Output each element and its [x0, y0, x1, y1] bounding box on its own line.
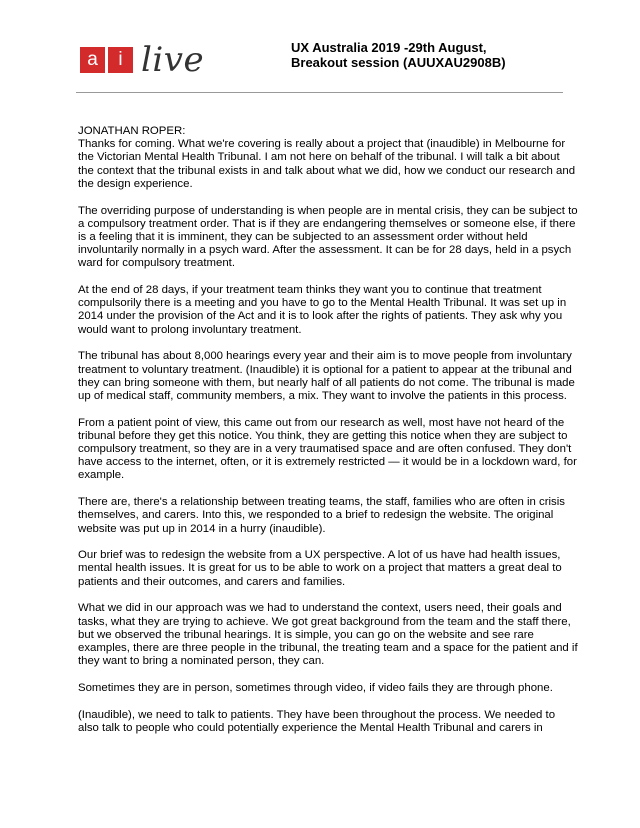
logo-live-text: live [141, 40, 205, 80]
header-divider [76, 92, 563, 93]
speaker-name: JONATHAN ROPER: [78, 125, 186, 137]
transcript-paragraph: The tribunal has about 8,000 hearings every year and their aim is to move people from involuntary treatment to voluntary treatment. (Inaudible) it is optional for a patient to appear at the tribunal and they can bring someone with them, but nearly half of all patients do not come. The tribunal is made up of medical staff, community members, a mix. They want to involve the patients in this process. [78, 350, 575, 402]
ai-live-logo [80, 42, 204, 78]
transcript-paragraph: Our brief was to redesign the website from a UX perspective. A lot of us have had health issues, mental health issues. It is great for us to be able to work on a project that matters a great deal to patients and their outcomes, and carers and families. [78, 549, 562, 588]
transcript-paragraph: Thanks for coming. What we're covering is really about a project that (inaudible) in Melbourne for the Victorian Mental Health Tribunal. I am not here on behalf of the tribunal. I will talk a bit about the context that the tribunal exists in and talk about what we did, how we conduct our research and the design experience. [78, 138, 576, 190]
logo-letter-i: i [108, 47, 133, 73]
transcript-paragraph: The overriding purpose of understanding is when people are in mental crisis, they can be subject to a compulsory treatment order. That is if they are endangering themselves or someone else, if there is a feeling that it is imminent, they can be subjected to an assessment order without held involuntarily normally in a psych ward. After the assessment. It can be for 28 days, held in a psych ward for compulsory treatment. [78, 204, 578, 270]
title-line-2: Breakout session (AUUXAU2908B) [291, 55, 506, 70]
document-title [291, 40, 571, 70]
transcript-paragraph: Sometimes they are in person, sometimes through video, if video fails they are through phone. [78, 681, 553, 694]
transcript-body [78, 125, 578, 749]
transcript-paragraph: What we did in our approach was we had to understand the context, users need, their goals and tasks, what they are trying to achieve. We got great background from the team and the staff there, but we observed the tribunal hearings. It is simple, you can go on the website and see rare examples, there are three people in the tribunal, the treating team and a space for the patient and if they want to bring a nominated person, they can. [78, 602, 578, 668]
title-line-1: UX Australia 2019 -29th August, [291, 40, 487, 55]
transcript-paragraph: From a patient point of view, this came out from our research as well, most have not heard of the tribunal before they get this notice. You think, they are getting this notice when they are subject to compulsory treatment, so they are in a very traumatised space and are often confused. They don't have access to the internet, often, or it is extremely restricted — it would be in a lockdown ward, for example. [78, 416, 577, 482]
transcript-paragraph: There are, there's a relationship between treating teams, the staff, families who are often in crisis themselves, and carers. Into this, we responded to a brief to redesign the website. The original website was put up in 2014 in a hurry (inaudible). [78, 496, 565, 535]
transcript-paragraph: At the end of 28 days, if your treatment team thinks they want you to continue that treatment compulsorily there is a meeting and you have to go to the Mental Health Tribunal. It was set up in 2014 under the provision of the Act and it is to look after the rights of patients. They ask why you would want to prolong involuntary treatment. [78, 284, 567, 336]
logo-letter-a: a [80, 47, 105, 73]
transcript-paragraph: (Inaudible), we need to talk to patients. They have been throughout the process. We needed to also talk to people who could potentially experience the Mental Health Tribunal and carers in [78, 708, 556, 734]
